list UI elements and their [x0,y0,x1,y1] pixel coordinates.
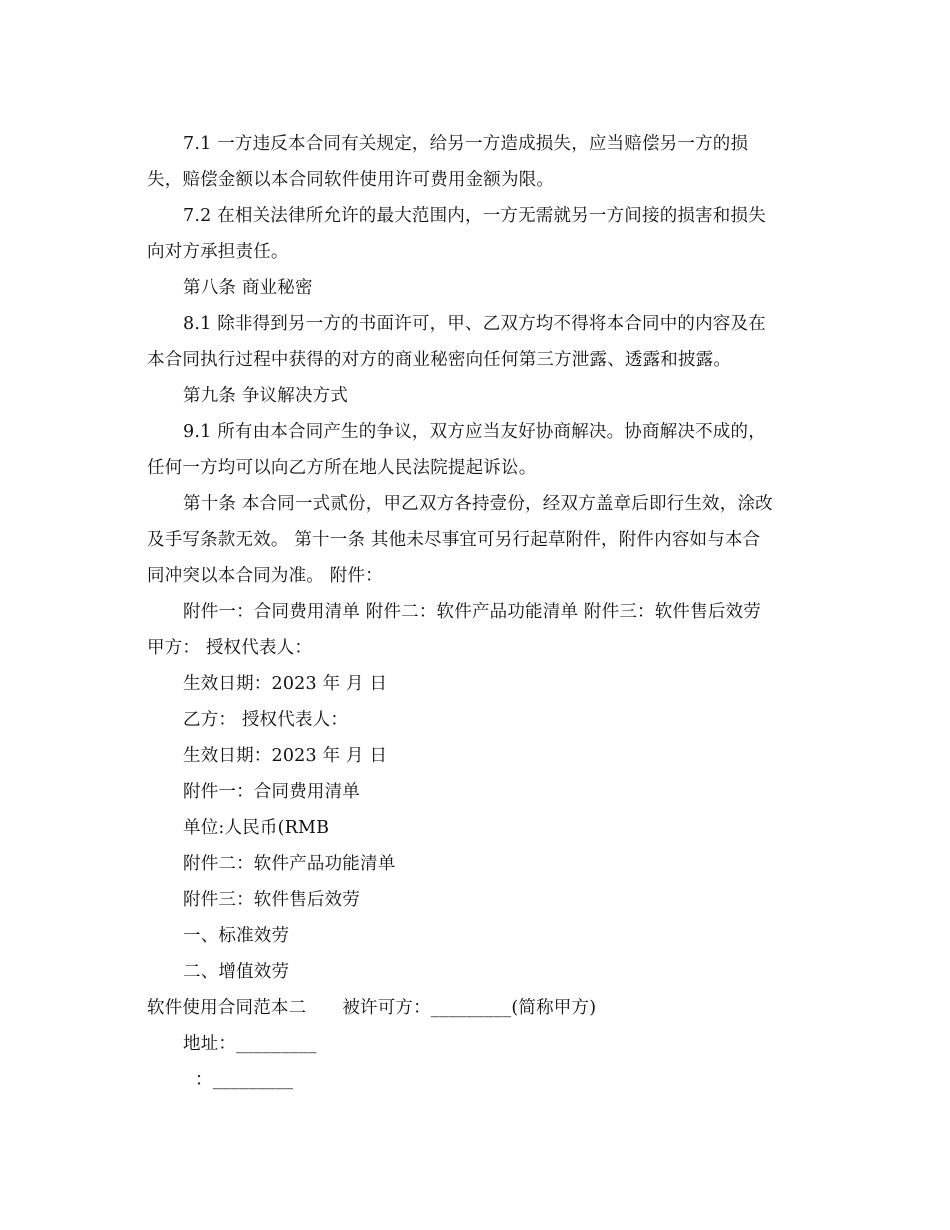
paragraph-line: 失，赔偿金额以本合同软件使用许可费用金额为限。 [147,170,555,190]
paragraph-line: 及手写条款无效。 第十一条 其他未尽事宜可另行起草附件，附件内容如与本合 [147,530,761,550]
paragraph-line: 8.1 除非得到另一方的书面许可，甲、乙双方均不得将本合同中的内容及在 [183,314,766,334]
paragraph-line: 任何一方均可以向乙方所在地人民法院提起诉讼。 [147,458,537,478]
attachment-heading: 附件二：软件产品功能清单 [183,854,396,874]
document-body [147,126,807,1098]
list-item: 二、增值效劳 [183,962,290,982]
party-a-signature-line: 甲方： 授权代表人： [147,638,313,658]
list-item: 一、标准效劳 [183,926,290,946]
attachment-heading: 附件一：合同费用清单 [183,782,360,802]
paragraph-line: 7.2 在相关法律所允许的最大范围内，一方无需就另一方间接的损害和损失 [183,206,766,226]
effective-date-line: 生效日期：2023 年 月 日 [183,674,388,694]
licensee-field: 被许可方：_________(简称甲方) [342,998,597,1018]
paragraph-line: 本合同执行过程中获得的对方的商业秘密向任何第三方泄露、透露和披露。 [147,350,732,370]
party-b-signature-line: 乙方： 授权代表人： [183,710,349,730]
paragraph-line: 9.1 所有由本合同产生的争议，双方应当友好协商解决。协商解决不成的， [183,422,766,442]
paragraph-line: 7.1 一方违反本合同有关规定，给另一方造成损失，应当赔偿另一方的损 [183,134,749,154]
section-heading: 第八条 商业秘密 [183,278,313,298]
currency-unit-line: 单位:人民币(RMB [183,818,330,838]
attachment-heading: 附件三：软件售后效劳 [183,890,360,910]
sample-title: 软件使用合同范本二 [147,998,307,1018]
attachment-list-line: 附件一：合同费用清单 附件二：软件产品功能清单 附件三：软件售后效劳 [183,602,761,622]
paragraph-line: 向对方承担责任。 [147,242,289,262]
paragraph-line: 同冲突以本合同为准。 附件： [147,566,383,586]
blank-field: ：_________ [195,1070,294,1090]
effective-date-line: 生效日期：2023 年 月 日 [183,746,388,766]
paragraph-line: 第十条 本合同一式贰份，甲乙双方各持壹份，经双方盖章后即行生效，涂改 [183,494,773,514]
section-heading: 第九条 争议解决方式 [183,386,349,406]
sample-title-line [147,990,807,1026]
address-field: 地址：_________ [183,1034,317,1054]
